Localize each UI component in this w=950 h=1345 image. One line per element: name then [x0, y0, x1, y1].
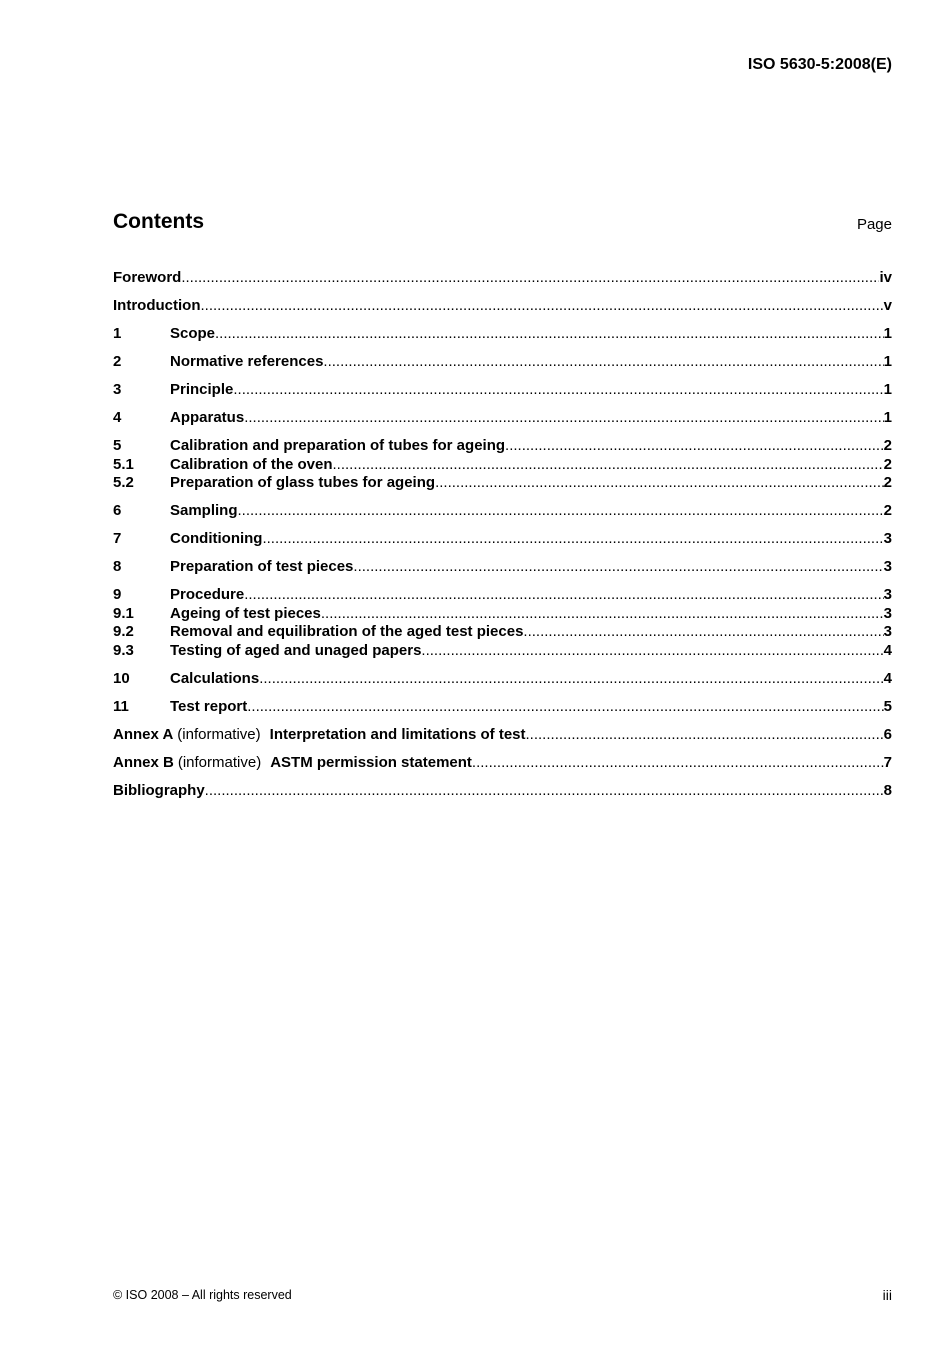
toc-row-principle[interactable] [113, 381, 892, 400]
annex-title: ASTM permission statement [270, 753, 472, 771]
toc-page: 1 [883, 381, 892, 398]
toc-entry [113, 726, 892, 745]
toc-page: 3 [883, 586, 892, 603]
toc-number: 11 [113, 697, 129, 715]
toc-page: 4 [883, 669, 892, 687]
toc-number: 9 [113, 586, 122, 603]
toc-entry [170, 623, 892, 642]
toc-number: 5.2 [113, 474, 134, 491]
toc-title: Sampling [170, 502, 238, 519]
toc-title: Removal and equilibration of the aged test pieces [170, 623, 524, 640]
annex-kind: (informative) [177, 725, 261, 743]
toc-row-normative-references[interactable] [113, 353, 892, 372]
table-of-contents [113, 269, 892, 800]
toc-title [113, 754, 472, 773]
toc-page: 3 [883, 604, 892, 622]
toc-entry [113, 297, 892, 316]
toc-row-calibration-oven[interactable] [113, 456, 892, 475]
toc-title: Ageing of test pieces [170, 604, 321, 622]
toc-page: 1 [883, 409, 892, 426]
toc-entry [170, 456, 892, 475]
toc-number: 3 [113, 381, 122, 398]
leader-dots [200, 297, 883, 316]
toc-title: Calibration and preparation of tubes for ageing [170, 437, 506, 454]
toc-number: 8 [113, 558, 122, 575]
leader-dots [421, 642, 883, 661]
toc-page: 4 [883, 641, 892, 659]
toc-entry [170, 586, 892, 605]
toc-number: 2 [113, 353, 122, 370]
toc-title: Conditioning [170, 530, 263, 547]
toc-title: Test report [170, 697, 248, 715]
toc-row-bibliography[interactable] [113, 782, 892, 801]
footer-page-number: iii [882, 1287, 892, 1303]
toc-entry [170, 353, 892, 372]
toc-row-removal-equilibration[interactable] [113, 623, 892, 642]
toc-number: 6 [113, 502, 122, 519]
annex-title: Interpretation and limitations of test [269, 725, 526, 743]
toc-title: Testing of aged and unaged papers [170, 641, 422, 659]
toc-row-ageing-test-pieces[interactable] [113, 605, 892, 624]
leader-dots [238, 502, 884, 521]
toc-number: 10 [113, 669, 130, 687]
toc-entry [170, 698, 892, 717]
toc-number: 5.1 [113, 455, 134, 473]
leader-dots [353, 558, 883, 577]
toc-page: v [883, 297, 892, 314]
toc-page: 7 [883, 753, 892, 771]
toc-number: 1 [113, 325, 122, 342]
toc-row-calibration-preparation[interactable] [113, 437, 892, 456]
leader-dots [181, 269, 879, 288]
toc-number: 4 [113, 409, 122, 426]
contents-title: Contents [113, 210, 204, 233]
leader-dots [472, 754, 884, 773]
leader-dots [435, 474, 884, 493]
leader-dots [526, 726, 884, 745]
toc-page: 2 [883, 437, 892, 454]
toc-page: 1 [883, 353, 892, 370]
toc-title: Preparation of glass tubes for ageing [170, 474, 436, 491]
toc-title: Scope [170, 325, 216, 342]
toc-row-sampling[interactable] [113, 502, 892, 521]
toc-row-introduction[interactable] [113, 297, 892, 316]
toc-title: Calculations [170, 669, 260, 687]
toc-title: Procedure [170, 586, 245, 603]
toc-title: Foreword [113, 269, 182, 286]
leader-dots [205, 782, 884, 801]
toc-number: 9.3 [113, 641, 134, 659]
toc-entry [170, 670, 892, 689]
toc-page: 6 [883, 725, 892, 743]
annex-label: Annex A [113, 725, 174, 743]
toc-entry [113, 269, 892, 288]
leader-dots [244, 586, 883, 605]
contents-heading-row [113, 210, 892, 240]
toc-row-procedure[interactable] [113, 586, 892, 605]
toc-page: 1 [883, 325, 892, 342]
toc-number: 9.2 [113, 623, 134, 640]
toc-row-testing-papers[interactable] [113, 642, 892, 661]
toc-entry [170, 474, 892, 493]
toc-page: 2 [883, 502, 892, 519]
toc-entry [113, 754, 892, 773]
toc-title: Normative references [170, 353, 324, 370]
leader-dots [259, 670, 883, 689]
toc-row-foreword[interactable] [113, 269, 892, 288]
toc-row-conditioning[interactable] [113, 530, 892, 549]
toc-entry [170, 530, 892, 549]
toc-row-test-pieces[interactable] [113, 558, 892, 577]
annex-label: Annex B [113, 753, 174, 771]
leader-dots [233, 381, 883, 400]
toc-entry [170, 642, 892, 661]
annex-kind: (informative) [177, 753, 262, 771]
toc-row-test-report[interactable] [113, 698, 892, 717]
toc-row-scope[interactable] [113, 325, 892, 344]
toc-row-annex-a[interactable] [113, 726, 892, 745]
toc-title: Preparation of test pieces [170, 558, 354, 575]
document-id: ISO 5630-5:2008(E) [747, 56, 892, 73]
toc-title: Calibration of the oven [170, 455, 333, 473]
toc-title: Introduction [113, 297, 201, 314]
leader-dots [505, 437, 884, 456]
leader-dots [321, 605, 884, 624]
leader-dots [523, 623, 883, 642]
leader-dots [247, 698, 883, 717]
leader-dots [333, 456, 884, 475]
toc-number: 5 [113, 437, 122, 454]
toc-title: Bibliography [113, 781, 205, 799]
toc-entry [170, 558, 892, 577]
toc-row-glass-tubes[interactable] [113, 474, 892, 493]
toc-title: Principle [170, 381, 234, 398]
toc-entry [170, 381, 892, 400]
leader-dots [215, 325, 884, 344]
toc-row-annex-b[interactable] [113, 754, 892, 773]
toc-entry [170, 502, 892, 521]
toc-entry [170, 605, 892, 624]
toc-entry [170, 325, 892, 344]
toc-number: 7 [113, 530, 122, 547]
toc-entry [170, 409, 892, 428]
toc-entry [113, 782, 892, 801]
page-column-label: Page [856, 216, 892, 233]
toc-row-apparatus[interactable] [113, 409, 892, 428]
toc-entry [170, 437, 892, 456]
toc-page: 3 [883, 623, 892, 640]
footer-copyright: © ISO 2008 – All rights reserved [113, 1288, 292, 1302]
toc-title [113, 726, 526, 745]
toc-page: 2 [883, 455, 892, 473]
toc-page: 2 [883, 474, 892, 491]
toc-row-calculations[interactable] [113, 670, 892, 689]
leader-dots [262, 530, 883, 549]
leader-dots [323, 353, 883, 372]
leader-dots [244, 409, 883, 428]
toc-page: 3 [883, 530, 892, 547]
toc-number: 9.1 [113, 604, 134, 622]
toc-page: 8 [883, 781, 892, 799]
toc-page: iv [879, 269, 892, 286]
toc-page: 3 [883, 558, 892, 575]
toc-title: Apparatus [170, 409, 245, 426]
toc-page: 5 [883, 697, 892, 715]
